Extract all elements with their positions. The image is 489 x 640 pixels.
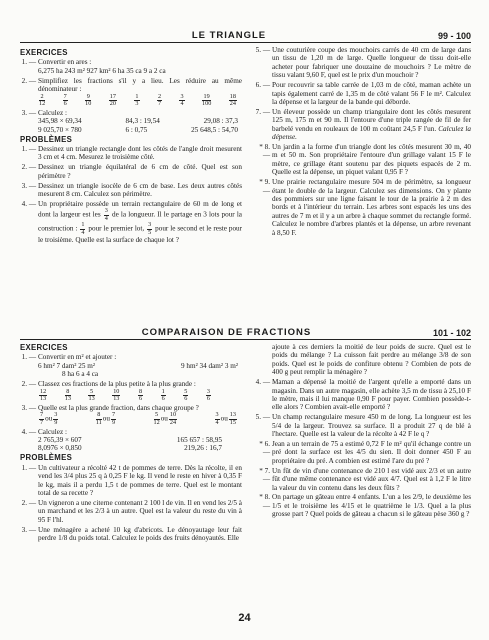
exercise-4 (20, 428, 242, 453)
fraction: $\frac{9}{10}$ (85, 92, 92, 107)
problem-8 (254, 143, 471, 177)
item-number: 1. — (21, 58, 36, 67)
problem-4 (20, 200, 242, 244)
item-text: Une ménagère a acheté 10 kg d'abricots. Le dénoyautage leur fait perdre 1/8 du poids total. Calculez le poids des fruits dénoyautés. Elle (38, 525, 242, 542)
item-text: Un éleveur possède un champ triangulaire dont les côtés mesurent 125 m, 175 m et 90 m. Il l'entoure d'une triple rangée de fil de fer barbelé vendu en rouleaux de 100 m coûtant 24,5 F l'un. Calculez la dépense. (272, 107, 471, 142)
item-number: 4. — (255, 378, 270, 387)
item-number: 3. — (21, 108, 36, 117)
section-header-fractions (20, 327, 471, 340)
problem-8 (254, 493, 471, 518)
problems-heading: PROBLÈMES (20, 134, 73, 144)
problem-1 (20, 145, 242, 162)
calc-row: 8,0976 × 0,850 219,26 : 16,7 (38, 444, 222, 453)
item-text: Classez ces fractions de la plus petite à la plus grande : (38, 380, 196, 389)
exercise-1 (20, 353, 242, 378)
item-text: On partage un gâteau entre 4 enfants. L'un a les 2/9, le deuxième les 1/5 et le troisième les 4/15 et le quatrième le 1/3. Quel a la plus grosse part ? Quel poids de gâteau a chacun si le gâteau pèse 360 g ? (272, 493, 471, 519)
calc-row: 9 025,70 × 780 6 : 0,75 25 648,5 : 54,70 (38, 125, 238, 134)
problem-6 (254, 81, 471, 106)
item-number: 3. — (21, 181, 36, 190)
fraction: $\frac{19}{100}$ (202, 92, 212, 107)
exercise-1 (20, 58, 242, 75)
fraction: $\frac{2}{12}$ (39, 92, 46, 107)
problem-5 (254, 413, 471, 438)
exercise-2 (20, 77, 242, 108)
item-number: * 8. — (259, 142, 270, 160)
calc-row: 2 765,39 × 607 165 657 : 58,95 (38, 435, 222, 444)
item-text: ajoute à ces derniers la moitié de leur poids de sucre. Quel est le poids du mélange ? La cuisson fait perdre au mélange 3/8 de son poids. Quel est le poids de confiture obtenu ? Combien de pots de 400 g peut remplir la ménagère ? (272, 343, 471, 377)
problem-7 (254, 108, 471, 142)
bottom-left-column (20, 343, 242, 544)
item-number: 1. — (21, 353, 36, 362)
item-text: Un vigneron a une citerne contenant 2 100 l de vin. Il en vend les 2/5 à un marchand et les 2/3 à un autre. Quel est la valeur du reste du vin à 95 F l'hl. (38, 498, 242, 524)
top-left-column (20, 48, 242, 246)
problem-4 (254, 378, 471, 412)
bottom-right-column (254, 343, 471, 520)
problem-5 (254, 46, 471, 80)
problem-3 (20, 526, 242, 543)
item-number: 4. — (21, 199, 36, 208)
problem-3-continued (254, 343, 471, 377)
exercise-2 (20, 380, 242, 402)
item-text: Pour recouvrir sa table carrée de 1,03 m de côté, maman achète un tapis également carré de 1,35 m de côté valant 56 F le m². Calculez la dépense et la largeur de la bande qui déborde. (272, 81, 471, 106)
item-text: Un cultivateur a récolté 42 t de pommes de terre. Dès la récolte, il en vend les 3/4 plus 25 q à 0,25 F le kg. Il vend le reste en hiver à 0,35 F le kg, mais il a perdu 1,5 t de pommes de terre. Quel est le montant total de sa recette ? (38, 463, 242, 497)
item-values: 8 ha 6 a 4 ca (62, 370, 99, 379)
fraction: $\frac{1}{4}$ (81, 221, 85, 236)
item-text: Un propriétaire possède un terrain rectangulaire de 60 m de long et dont la largeur est les $\frac{3}{4}$ de la longueur. Il le partage en 3 lots pour la construction : $\frac{1}{4}$ pour le premier lot, $\frac{3}{5}$ pour le second et le reste pour le troisième. Quelle est la surface de chaque lot ? (38, 199, 243, 244)
exercise-3 (20, 404, 242, 426)
exercises-heading: EXERCICES (20, 343, 68, 352)
item-number: * 9. — (259, 178, 270, 195)
values-row: 6 hm² 7 dam² 25 m² 9 hm² 34 dam² 3 m² (38, 361, 238, 370)
item-number: * 8. — (259, 493, 270, 510)
item-text: Dessinez un triangle rectangle dont les côtés de l'angle droit mesurent 3 cm et 4 cm. Mesurez le troisième côté. (38, 144, 242, 162)
item-text: Calculez : (38, 108, 67, 117)
item-number: 7. — (255, 107, 270, 116)
item-text: Calculez : (38, 427, 67, 436)
item-text: Convertir en ares : (38, 58, 92, 67)
item-number: 3. — (21, 525, 36, 534)
problem-3 (20, 182, 242, 199)
item-number: 2. — (21, 163, 36, 172)
fraction-row (38, 94, 242, 108)
fraction: $\frac{3}{4}$ (104, 207, 108, 222)
item-number: 6. — (255, 81, 270, 90)
item-number: 1. — (21, 463, 36, 472)
item-number: 2. — (21, 76, 36, 85)
item-text: Simplifiez les fractions s'il y a lieu. Les réduire au même dénominateur : (38, 76, 242, 94)
top-right-column (254, 46, 471, 238)
exercise-3 (20, 109, 242, 134)
item-number: 2. — (21, 380, 36, 389)
problem-1 (20, 464, 242, 498)
item-text: Jean a un terrain de 75 a estimé 0,72 F le m² qu'il échange contre un pré dont la surface est les 4/5 du sien. Il doit donner 450 F au propriétaire du pré. A combien est estimé l'are du pré ? (272, 439, 471, 465)
item-text: Dessinez un triangle isocèle de 6 cm de base. Les deux autres côtés mesurent 8 cm. Calculez son périmètre. (38, 181, 242, 198)
item-text: Un fût de vin d'une contenance de 210 l est vidé aux 2/3 et un autre fût d'une même contenance est vidé aux 4/7. Quel est à 1,2 F le litre la valeur du vin contenu dans les deux fûts ? (272, 466, 471, 492)
item-text: Une couturière coupe des mouchoirs carrés de 40 cm de large dans un tissu de 1,20 m de large. Quelle longueur de tissu doit-elle acheter pour fabriquer une douzaine de mouchoirs ? Le mètre de tissu valant 9,60 F, quel est le prix d'un mouchoir ? (272, 46, 471, 80)
calc-row: 345,98 × 69,34 84,3 : 19,54 29,08 : 37,3 (38, 117, 238, 126)
fraction: $\frac{18}{24}$ (229, 92, 236, 107)
item-text: Maman a dépensé la moitié de l'argent qu'elle a emporté dans un magasin. Dans un autre magasin, elle achète 3,5 m de tissu à 25,10 F le mètre, mais il lui manque 0,90 F pour payer. Combien possède-t-elle alors ? Combien avait-elle emporté ? (272, 378, 471, 412)
item-number: 1. — (21, 144, 36, 153)
fraction-compare-row: $\frac{7}{7}$ ou $\frac{3}{9}$ $\frac{8}{11}$ ou $\frac{7}{9}$ $\frac{5}{12}$ ou $\frac{10}{24}$ $\frac{3}{4}$ ou $\frac{13}{15}$ (40, 411, 236, 426)
fraction-row: $\frac{12}{13}$ $\frac{8}{13}$ $\frac{5}{13}$ $\frac{10}{13}$ $\frac{8}{6}$ $\frac{1}{6}$ $\frac{5}{6}$ $\frac{3}{6}$ (40, 387, 210, 402)
fraction: $\frac{3}{4}$ (180, 92, 184, 107)
item-values: 6,275 ha 243 m² 927 km² 6 ha 35 ca 9 a 2 ca (38, 66, 166, 75)
problem-9 (254, 178, 471, 237)
fraction: $\frac{17}{20}$ (109, 92, 116, 107)
item-number: * 6. — (259, 439, 270, 457)
exercises-heading: EXERCICES (20, 48, 68, 57)
section-header-triangle (20, 30, 471, 43)
item-number: 4. — (21, 427, 36, 436)
item-number: 5. — (255, 413, 270, 422)
item-text: Un jardin a la forme d'un triangle dont les côtés mesurent 30 m, 40 m et 50 m. Son propriétaire l'entoure d'un grillage valant 15 F le mètre, ce grillage étant soutenu par des piquets espacés de 2 m. Quelle est la dépense, un piquet valant 0,95 F ? (272, 142, 471, 177)
fraction: $\frac{1}{3}$ (135, 92, 139, 107)
item-number: 5. — (255, 46, 270, 54)
item-number: 2. — (21, 498, 36, 507)
section-title: LE TRIANGLE (191, 30, 267, 41)
item-text: Dessinez un triangle équilatéral de 6 cm de côté. Quel est son périmètre ? (38, 163, 242, 180)
problem-6 (254, 440, 471, 465)
page-number: 24 (238, 612, 251, 624)
fraction: $\frac{7}{6}$ (63, 92, 67, 107)
problem-7 (254, 467, 471, 492)
item-text: Une prairie rectangulaire mesure 504 m de périmètre, sa longueur étant le double de la largeur. Calculez ses dimensions. On y plante des pommiers sur une ligne faisant le tour de la prairie à 2 m des bords et à l'intérieur du terrain. Les arbres sont espacés les uns des autres de 7 m et il y a un arbre à chaque sommet du rectangle formé. Calculez le nombre d'arbres plantés et la dépense, un arbre revenant à 8,50 F. (272, 178, 471, 237)
section-pages: 101 - 102 (432, 328, 471, 338)
problem-2 (20, 499, 242, 524)
section-pages: 99 - 100 (437, 31, 471, 41)
fraction: $\frac{3}{5}$ (148, 221, 152, 236)
problems-heading: PROBLÈMES (20, 453, 73, 463)
section-title: COMPARAISON DE FRACTIONS (141, 327, 312, 338)
item-number: * 7. — (259, 466, 270, 484)
item-text: Un champ rectangulaire mesure 450 m de long. La longueur est les 5/4 de la largeur. Trouvez sa surface. Il a produit 27 q de blé à l'hectare. Quelle est la valeur de la récolte à 42 F le q ? (272, 413, 471, 439)
problem-2 (20, 163, 242, 180)
fraction: $\frac{2}{7}$ (157, 92, 162, 107)
item-text: Convertir en m² et ajouter : (38, 353, 117, 362)
item-number: 3. — (21, 403, 36, 412)
item-text: Quelle est la plus grande fraction, dans chaque groupe ? (38, 403, 199, 412)
